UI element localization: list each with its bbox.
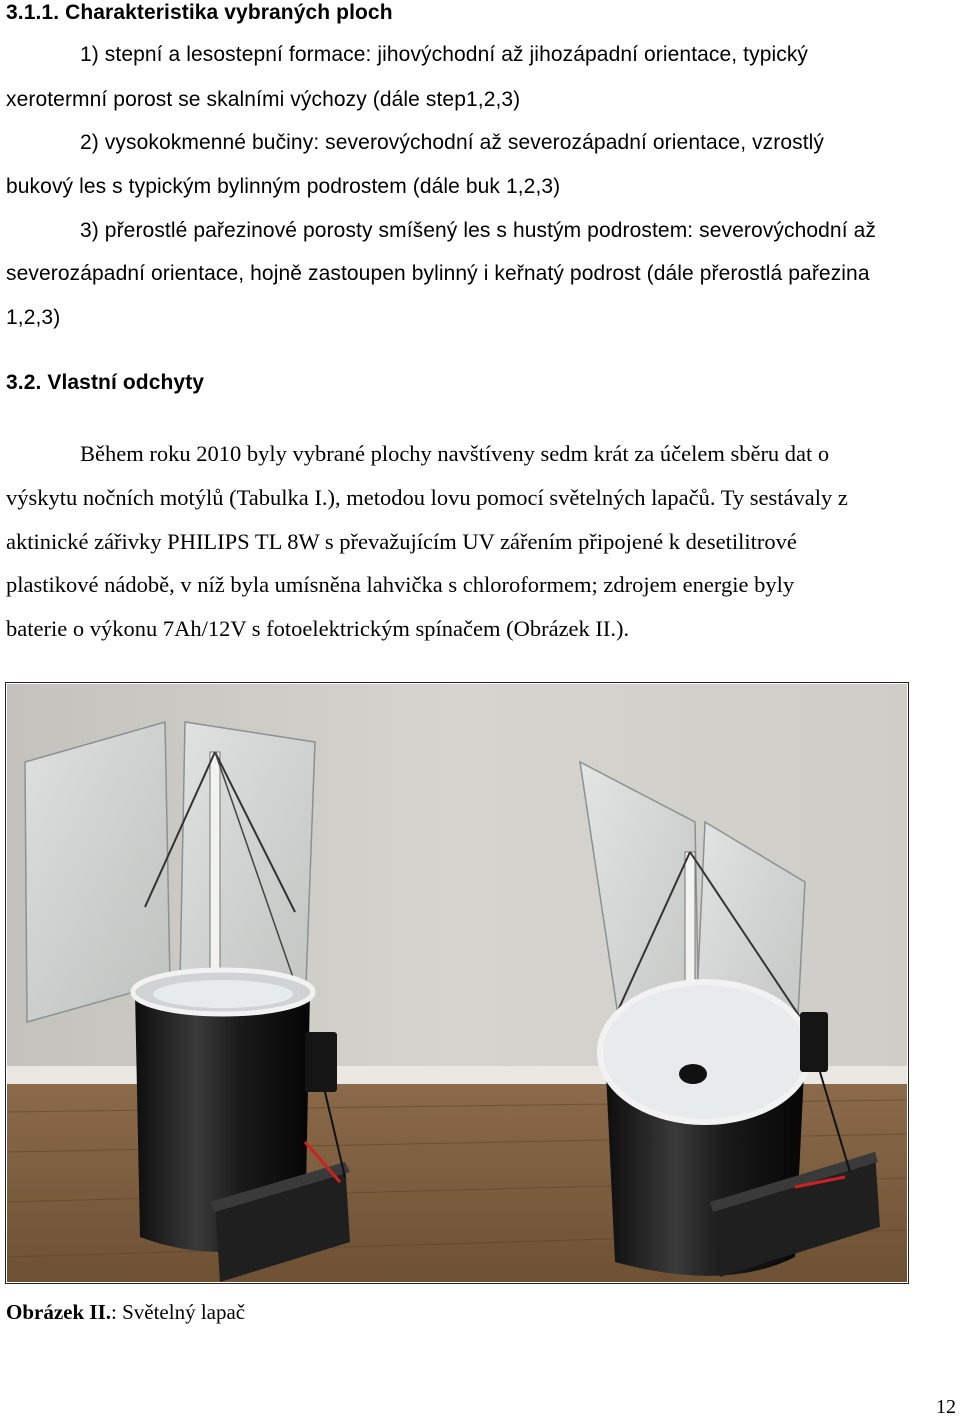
light-trap-photo (5, 682, 909, 1284)
paragraph-line: 2) vysokokmenné bučiny: severovýchodní až severozápadní orientace, vzrostlý (80, 131, 825, 154)
paragraph-line: bukový les s typickým bylinným podrostem (dále buk 1,2,3) (6, 175, 561, 198)
page-number: 12 (936, 1396, 956, 1418)
paragraph-line: 1) stepní a lesostepní formace: jihovýchodní až jihozápadní orientace, typický (80, 43, 809, 66)
paragraph-line: výskytu nočních motýlů (Tabulka I.), metodou lovu pomocí světelných lapačů. Ty sestávaly z (6, 485, 848, 510)
paragraph-line: 1,2,3) (6, 306, 61, 329)
paragraph-line: Během roku 2010 byly vybrané plochy navštíveny sedm krát za účelem sběru dat o (80, 441, 830, 466)
paragraph-line: baterie o výkonu 7Ah/12V s fotoelektrickým spínačem (Obrázek II.). (6, 616, 630, 641)
subsection-heading: 3.2. Vlastní odchyty (6, 371, 205, 394)
section-heading: 3.1.1. Charakteristika vybraných ploch (6, 1, 393, 24)
paragraph-line: severozápadní orientace, hojně zastoupen bylinný i keřnatý podrost (dále přerostlá pařezina (6, 262, 870, 285)
paragraph-line: xerotermní porost se skalními výchozy (dále step1,2,3) (6, 88, 521, 111)
paragraph-line: plastikové nádobě, v níž byla umísněna lahvička s chloroformem; zdrojem energie byly (6, 572, 795, 597)
figure-caption-text: : Světelný lapač (111, 1300, 246, 1324)
paragraph-line: 3) přerostlé pařezinové porosty smíšený les s hustým podrostem: severovýchodní až (80, 219, 876, 242)
figure-caption (6, 1300, 245, 1325)
paragraph-line: aktinické zářivky PHILIPS TL 8W s převažujícím UV zářením připojené k desetilitrové (6, 529, 797, 554)
figure-caption-label: Obrázek II. (6, 1300, 111, 1324)
